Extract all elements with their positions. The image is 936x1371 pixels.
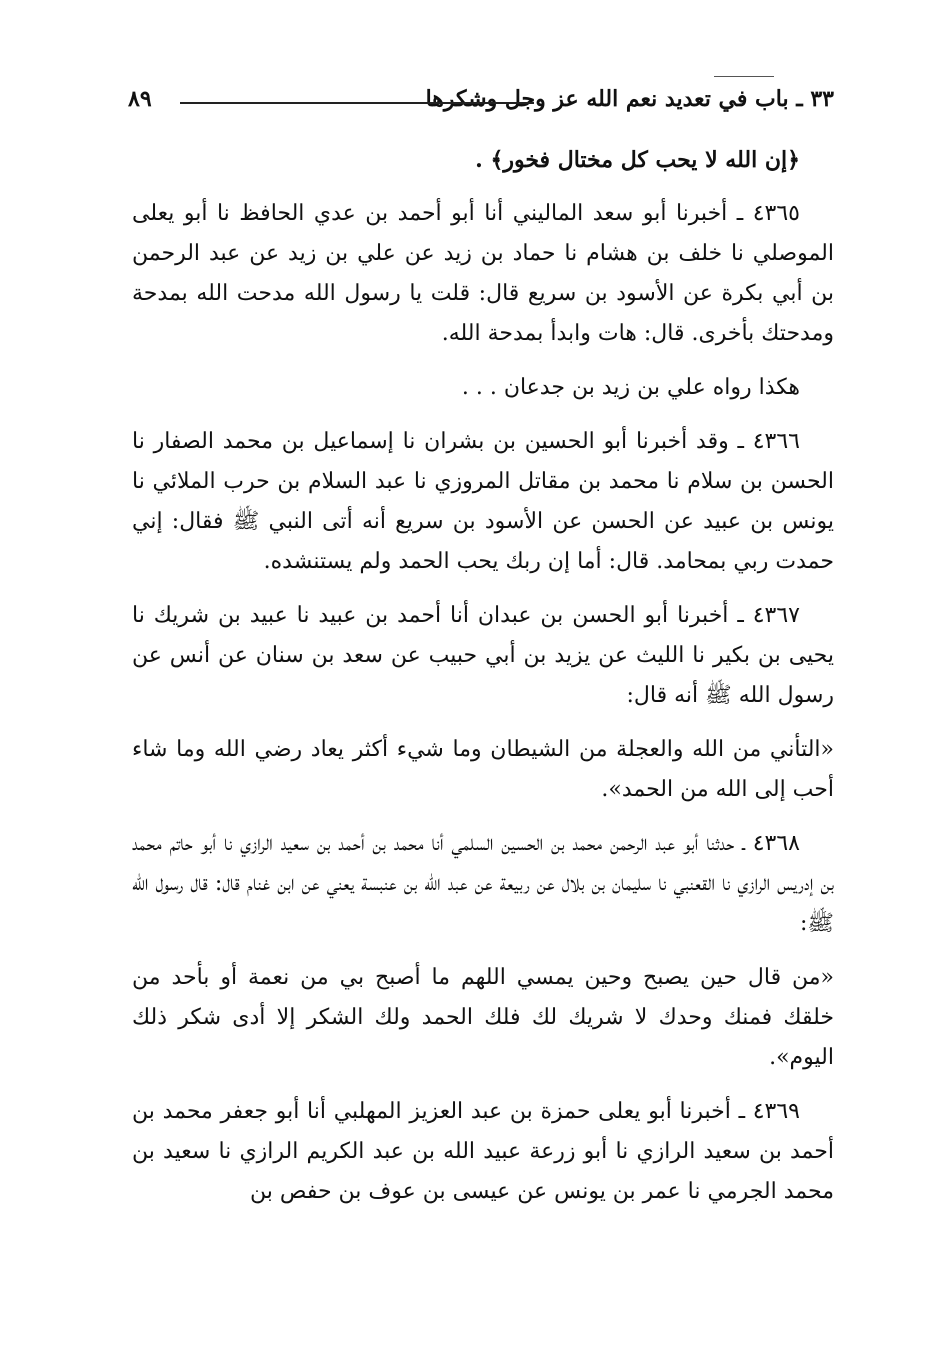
page-body: [132, 140, 834, 1226]
page-number: ٨٩: [128, 86, 152, 112]
quran-verse: ﴿إن الله لا يحب كل مختال فخور﴾ .: [475, 147, 800, 173]
hadith-4368-text: «من قال حين يصبح وحين يمسي اللهم ما أصبح بي من نعمة أو بأحد من خلقك فمنك وحدك لا شريك لك فلك الحمد ولك الشكر إلا أدى شكر ذلك اليوم».: [132, 965, 834, 1070]
header-rule: [180, 102, 534, 104]
hadith-4367: ٤٣٦٧ ـ أخبرنا أبو الحسن بن عبدان أنا أحمد بن عبيد نا عبيد بن شريك نا يحيى بن بكير نا الليث عن يزيد بن أبي حبيب عن سعد بن سنان عن أنس عن رسول الله ﷺ أنه قال:: [132, 603, 834, 708]
note-paragraph: هكذا رواه علي بن زيد بن جدعان . . .: [461, 375, 800, 400]
page-header: [128, 82, 834, 122]
hadith-4366: ٤٣٦٦ ـ وقد أخبرنا أبو الحسين بن بشران نا إسماعيل بن محمد الصفار نا الحسن بن سلام نا محمد بن مقاتل المروزي نا عبد السلام بن حرب الملائي نا يونس بن عبيد عن الحسن عن الأسود بن سريع أنه أتى النبي ﷺ فقال: إني حمدت ربي بمحامد. قال: أما إن ربك يحب الحمد ولم يستنشده.: [132, 429, 834, 574]
chapter-title: ٣٣ ـ باب في تعديد نعم الله عز وجل وشكرها: [425, 86, 834, 112]
hadith-4365: ٤٣٦٥ ـ أخبرنا أبو سعد الماليني أنا أبو أحمد بن عدي الحافظ نا أبو يعلى الموصلي نا خلف بن هشام نا حماد بن زيد عن علي بن زيد عن عبد الرحمن بن أبي بكرة عن الأسود بن سريع قال: قلت يا رسول الله مدحت الله بمدحة ومدحتك بأخرى. قال: هات وابدأ بمدحة الله.: [132, 201, 834, 346]
hadith-4369: ٤٣٦٩ ـ أخبرنا أبو يعلى حمزة بن عبد العزيز المهلبي أنا أبو جعفر محمد بن أحمد بن سعيد الرازي نا أبو زرعة عبيد الله بن عبد الكريم الرازي نا سعيد بن محمد الجرمي نا عمر بن يونس عن عيسى بن عوف بن حفص بن: [132, 1099, 834, 1204]
hadith-4367-text: «التأني من الله والعجلة من الشيطان وما شيء أكثر يعاد رضي الله وما شاء أحب إلى الله من الحمد».: [132, 737, 834, 802]
hadith-4368: ٤٣٦٨ ـ حدثنا أبو عبد الرحمن محمد بن الحسين السلمي أنا محمد بن أحمد بن سعيد الرازي نا أبو حاتم محمد بن إدريس الرازي نا القعنبي نا سليمان بن بلال عن ربيعة عن عبد الله بن عنبسة يعني عن ابن غنام قال: قال رسول الله ﷺ:: [132, 831, 834, 936]
header-decoration: [714, 76, 774, 77]
